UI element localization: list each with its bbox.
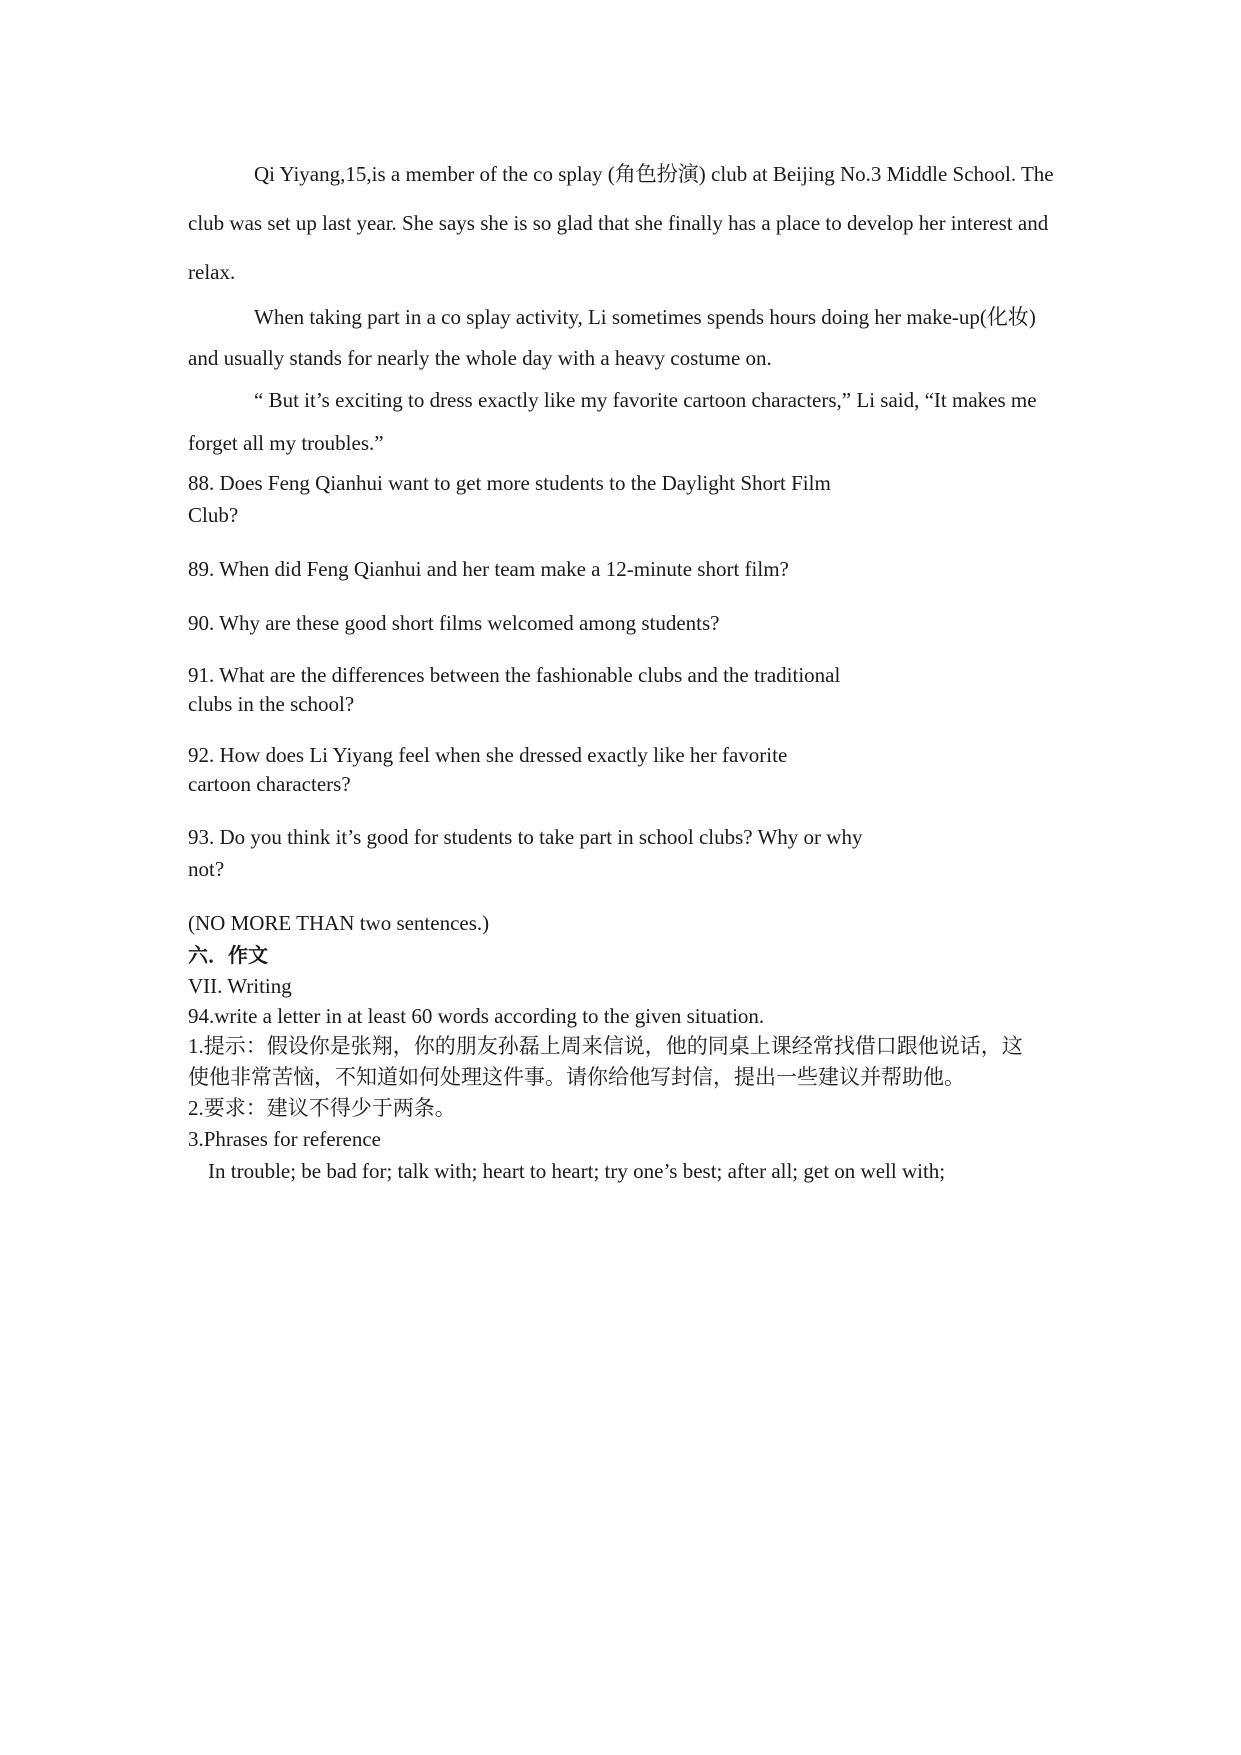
question-89: 89. When did Feng Qianhui and her team make a 12-minute short film?	[188, 557, 789, 581]
writing-section-title-en: VII. Writing	[188, 974, 292, 998]
question-88: 88. Does Feng Qianhui want to get more students to the Daylight Short Film Club?	[188, 471, 831, 527]
question-92: 92. How does Li Yiyang feel when she dressed exactly like her favorite cartoon characters?	[188, 743, 788, 796]
passage-paragraph-1: Qi Yiyang,15,is a member of the co splay (角色扮演) club at Beijing No.3 Middle School. The club was set up last year. She says she is so glad that she finally has a place to develop her interest and relax.	[188, 162, 1054, 284]
passage-paragraph-3: “ But it’s exciting to dress exactly like my favorite cartoon characters,” Li said, “It makes me forget all my troubles.”	[188, 388, 1037, 455]
writing-hint: 1.提示：假设你是张翔，你的朋友孙磊上周来信说，他的同桌上课经常找借口跟他说话，这 使他非常苦恼，不知道如何处理这件事。请你给他写封信，提出一些建议并帮助他。	[188, 1034, 1049, 1089]
answer-length-note: (NO MORE THAN two sentences.)	[188, 911, 490, 935]
phrases-list: In trouble; be bad for; talk with; heart to heart; try one’s best; after all; get on well with;	[208, 1159, 946, 1183]
document-page	[188, 150, 1058, 1188]
question-93: 93. Do you think it’s good for students to take part in school clubs? Why or why not?	[188, 825, 863, 881]
writing-task: 94.write a letter in at least 60 words according to the given situation.	[188, 1004, 765, 1028]
writing-section-title-cn: 六．作文	[188, 943, 268, 967]
writing-requirement: 2.要求：建议不得少于两条。	[188, 1096, 456, 1120]
question-91: 91. What are the differences between the fashionable clubs and the traditional clubs in the school?	[188, 663, 841, 716]
passage-paragraph-2: When taking part in a co splay activity, Li sometimes spends hours doing her make-up(化妆) and usually stands for nearly the whole day with a heavy costume on.	[188, 305, 1036, 370]
phrases-title: 3.Phrases for reference	[188, 1127, 381, 1151]
question-90: 90. Why are these good short films welcomed among students?	[188, 611, 720, 635]
